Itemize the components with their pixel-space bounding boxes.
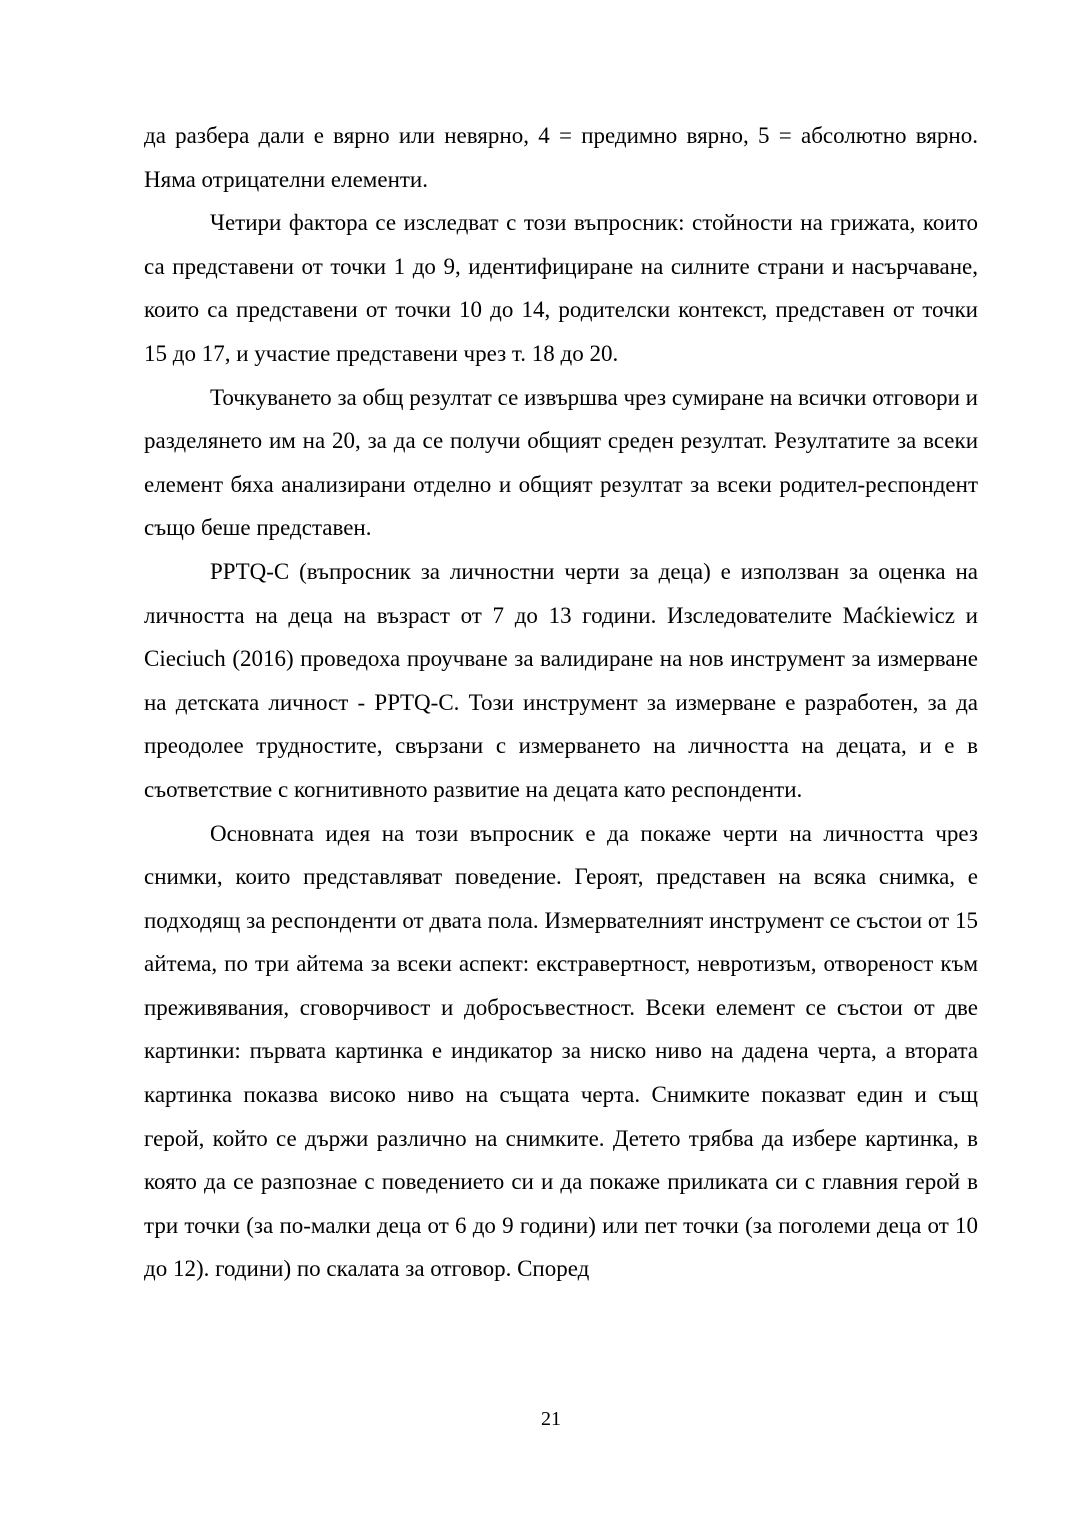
paragraph-four-factors: Четири фактора се изследват с този въпросник: стойности на грижата, които са представени от точки 1 до 9, идентифициране на силните страни и насърчаване, които са представени от точки 10 до 14, родителски контекст, представен от точки 15 до 17, и участие представени чрез т. 18 до 20. [144, 210, 978, 366]
paragraph-scoring: Точкуването за общ резултат се извършва чрез сумиране на всички отговори и разделянето им на 20, за да се получи общият среден резултат. Резултатите за всеки елемент бяха анализирани отделно и общият резултат за всеки родител-респондент също беше представен. [144, 384, 978, 541]
paragraph-main-idea: Основната идея на този въпросник е да покаже черти на личността чрез снимки, които представляват поведение. Героят, представен на всяка снимка, е подходящ за респонденти от двата пола. Измервателният инструмент се състои от 15 айтема, по три айтема за всеки аспект: екстравертност, невротизъм, отвореност към преживявания, сговорчивост и добросъвестност. Всеки елемент се състои от две картинки: първата картинка е индикатор за ниско ниво на дадена черта, а втората картинка показва високо ниво на същата черта. Снимките показват един и същ герой, който се държи различно на снимките. Детето трябва да избере картинка, в която да се разпознае с поведението си и да покаже приликата си с главния герой в три точки (за по-малки деца от 6 до 9 години) или пет точки (за поголеми деца от 10 до 12). години) по скалата за отговор. Според [144, 820, 978, 1282]
paragraph-pptq-c: PPTQ-C (въпросник за личностни черти за деца) е използван за оценка на личността на деца на възраст от 7 до 13 години. Изследователите Maćkiewicz и Cieciuch (2016) проведоха проучване за валидиране на нов инструмент за измерване на детската личност - PPTQ-C. Този инструмент за измерване е разработен, за да преодолее трудностите, свързани с измерването на личността на децата, и е в съответствие с когнитивното развитие на децата като респонденти. [144, 558, 978, 802]
body-text [144, 114, 978, 1291]
paragraph-continuation: да разбера дали е вярно или невярно, 4 = предимно вярно, 5 = абсолютно вярно. Няма отрицателни елементи. [144, 123, 978, 192]
page-number: 21 [541, 1408, 561, 1430]
